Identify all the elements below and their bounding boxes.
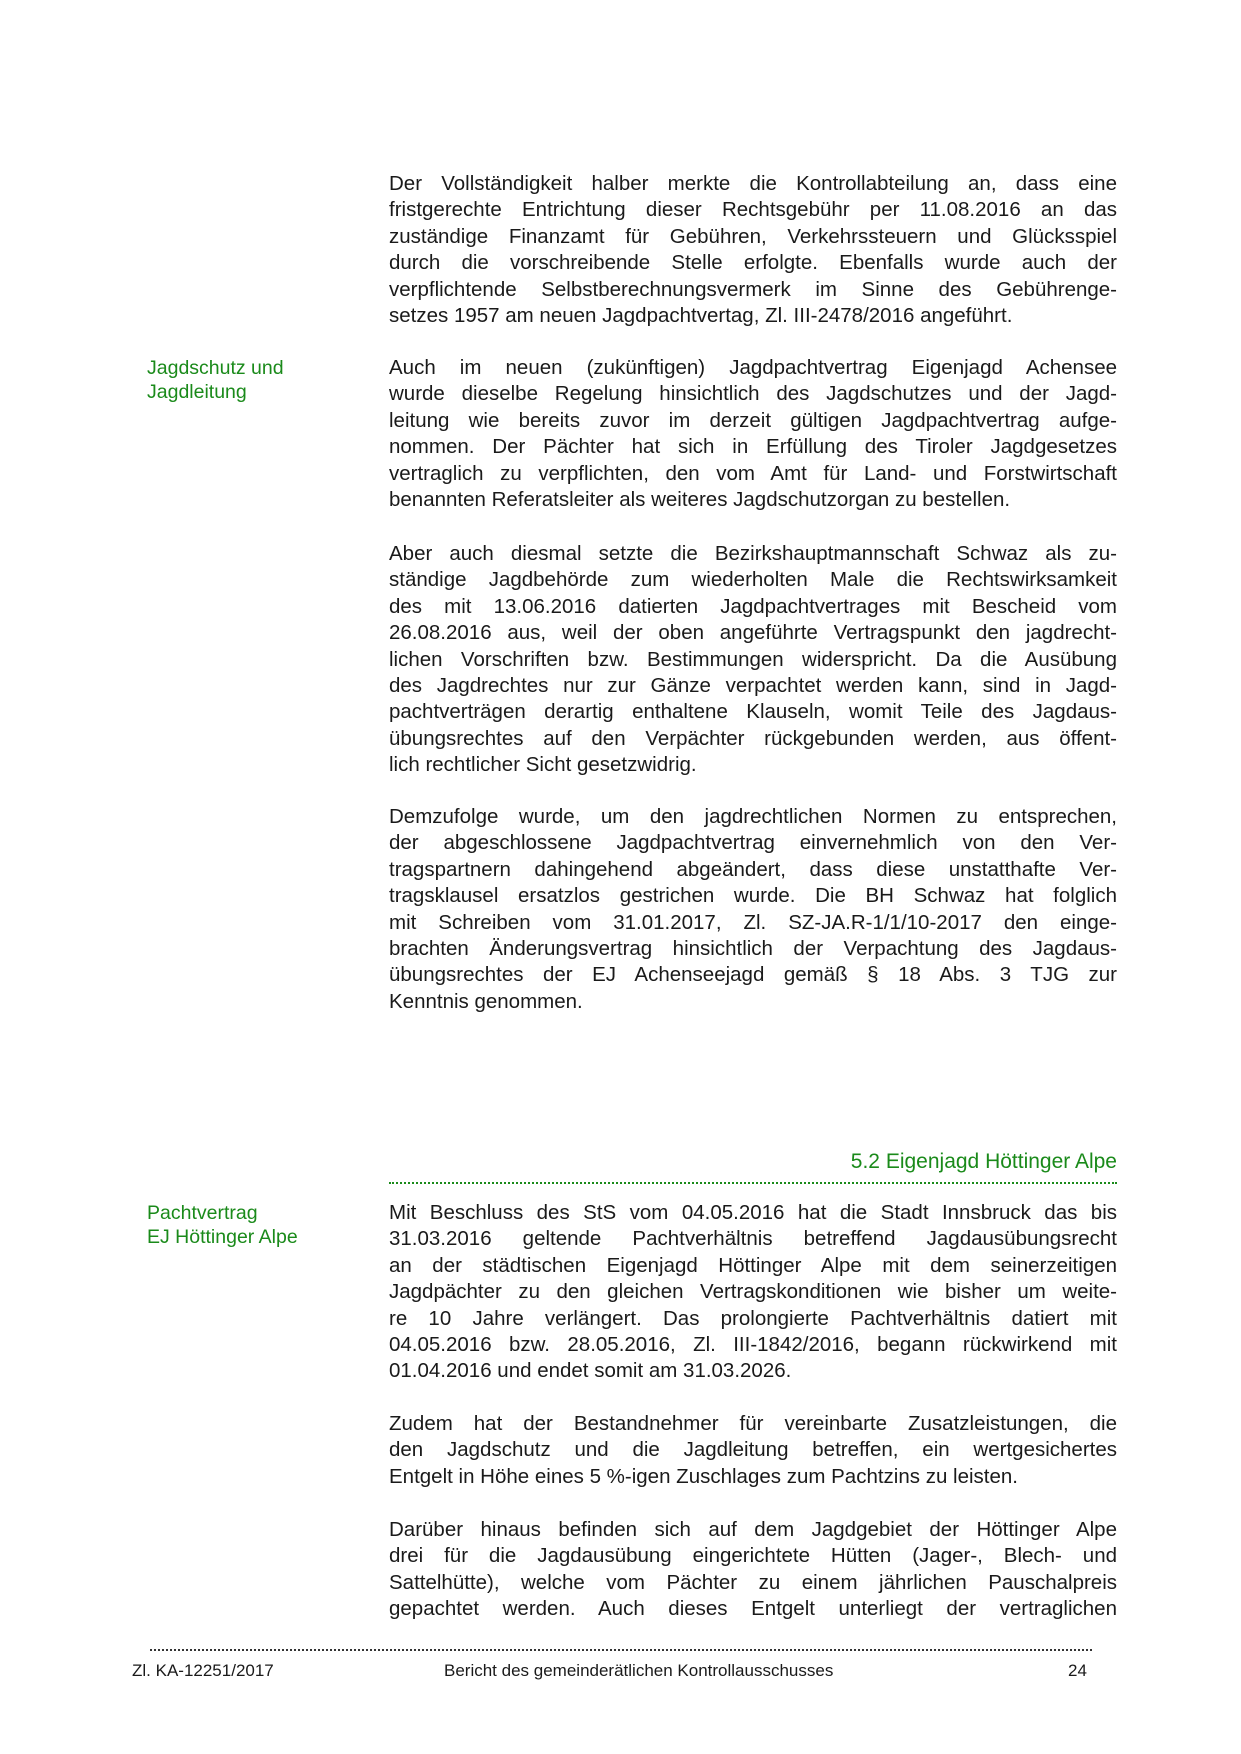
paragraph-line: Jagdpächter zu den gleichen Vertragskonditionen wie bisher um weite- (389, 1280, 1117, 1304)
paragraph-line: Darüber hinaus befinden sich auf dem Jagdgebiet der Höttinger Alpe (389, 1518, 1117, 1541)
margin-note-line: Jagdleitung (147, 381, 247, 403)
paragraph-line: gepachtet werden. Auch dieses Entgelt unterliegt der vertraglichen (389, 1597, 1117, 1621)
section-heading-rule (389, 1182, 1117, 1184)
paragraph-line: vertraglich zu verpflichten, den vom Amt für Land- und Forstwirtschaft (389, 461, 1117, 485)
paragraph-line: 01.04.2016 und endet somit am 31.03.2026. (389, 1359, 792, 1383)
paragraph-line: setzes 1957 am neuen Jagdpachtvertag, Zl. III-2478/2016 angeführt. (389, 304, 1013, 328)
paragraph-line: wurde dieselbe Regelung hinsichtlich des Jagdschutzes und der Jagd- (389, 382, 1117, 406)
paragraph-line: drei für die Jagdausübung eingerichtete Hütten (Jager-, Blech- und (389, 1544, 1117, 1568)
paragraph-line: ständige Jagdbehörde zum wiederholten Male die Rechtswirksamkeit (389, 568, 1117, 592)
paragraph-line: re 10 Jahre verlängert. Das prolongierte Pachtverhältnis datiert mit (389, 1306, 1117, 1330)
paragraph-line: mit Schreiben vom 31.01.2017, Zl. SZ-JA.R-1/1/10-2017 den einge- (389, 910, 1117, 934)
paragraph-line: verpflichtende Selbstberechnungsvermerk im Sinne des Gebührenge- (389, 277, 1117, 301)
footer-title: Bericht des gemeinderätlichen Kontrollausschusses (444, 1661, 834, 1680)
paragraph-line: leitung wie bereits zuvor im derzeit gültigen Jagdpachtvertrag aufge- (389, 408, 1117, 432)
margin-note-line: Pachtvertrag (147, 1202, 258, 1224)
paragraph-line: übungsrechtes der EJ Achenseejagd gemäß § 18 Abs. 3 TJG zur (389, 963, 1117, 987)
footer-reference: Zl. KA-12251/2017 (132, 1661, 274, 1680)
paragraph-line: benannten Referatsleiter als weiteres Jagdschutzorgan zu bestellen. (389, 488, 1011, 512)
paragraph-bescheid (389, 541, 1117, 779)
paragraph-huetten (389, 1517, 1117, 1623)
paragraph-line: übungsrechtes auf den Verpächter rückgebunden werden, aus öffent- (389, 726, 1117, 750)
paragraph-pachtverhaeltnis (389, 1200, 1117, 1385)
paragraph-line: 26.08.2016 aus, weil der oben angeführte Vertragspunkt den jagdrecht- (389, 621, 1117, 645)
paragraph-line: fristgerechte Entrichtung dieser Rechtsgebühr per 11.08.2016 an das (389, 198, 1117, 222)
paragraph-line: Zudem hat der Bestandnehmer für vereinbarte Zusatzleistungen, die (389, 1412, 1117, 1435)
paragraph-line: tragsklausel ersatzlos gestrichen wurde. Die BH Schwaz hat folglich (389, 884, 1117, 908)
paragraph-line: pachtverträgen derartig enthaltene Klauseln, womit Teile des Jagdaus- (389, 700, 1117, 724)
paragraph-zusatzleistungen (389, 1411, 1117, 1490)
paragraph-line: Auch im neuen (zukünftigen) Jagdpachtvertrag Eigenjagd Achensee (389, 356, 1117, 379)
paragraph-line: lich rechtlicher Sicht gesetzwidrig. (389, 753, 697, 777)
paragraph-line: brachten Änderungsvertrag hinsichtlich der Verpachtung des Jagdaus- (389, 937, 1117, 961)
paragraph-line: den Jagdschutz und die Jagdleitung betreffen, ein wertgesichertes (389, 1438, 1117, 1462)
paragraph-line: des Jagdrechtes nur zur Gänze verpachtet werden kann, sind in Jagd- (389, 674, 1117, 698)
paragraph-line: zuständige Finanzamt für Gebühren, Verkehrssteuern und Glücksspiel (389, 224, 1117, 248)
page-number: 24 (1068, 1661, 1087, 1680)
paragraph-line: des mit 13.06.2016 datierten Jagdpachtvertrages mit Bescheid vom (389, 594, 1117, 618)
paragraph-line: nommen. Der Pächter hat sich in Erfüllung des Tiroler Jagdgesetzes (389, 435, 1117, 459)
paragraph-line: durch die vorschreibende Stelle erfolgte. Ebenfalls wurde auch der (389, 251, 1117, 275)
paragraph-line: Mit Beschluss des StS vom 04.05.2016 hat die Stadt Innsbruck das bis (389, 1201, 1117, 1224)
paragraph-line: 04.05.2016 bzw. 28.05.2016, Zl. III-1842/2016, begann rückwirkend mit (389, 1333, 1117, 1357)
paragraph-line: 31.03.2016 geltende Pachtverhältnis betreffend Jagdausübungsrecht (389, 1227, 1117, 1251)
paragraph-line: an der städtischen Eigenjagd Höttinger Alpe mit dem seinerzeitigen (389, 1253, 1117, 1277)
margin-note-line: Jagdschutz und (147, 357, 284, 379)
paragraph-line: Der Vollständigkeit halber merkte die Kontrollabteilung an, dass eine (389, 172, 1117, 195)
section-heading: 5.2 Eigenjagd Höttinger Alpe (850, 1150, 1117, 1173)
paragraph-aenderung (389, 804, 1117, 1015)
margin-note-jagdschutz (147, 356, 367, 404)
paragraph-line: Kenntnis genommen. (389, 989, 583, 1013)
paragraph-line: Entgelt in Höhe eines 5 %-igen Zuschlages zum Pachtzins zu leisten. (389, 1464, 1019, 1488)
margin-note-pachtvertrag (147, 1201, 367, 1249)
paragraph-line: lichen Vorschriften bzw. Bestimmungen widerspricht. Da die Ausübung (389, 647, 1117, 671)
paragraph-gebuehr (389, 171, 1117, 329)
paragraph-line: Sattelhütte), welche vom Pächter zu einem jährlichen Pauschalpreis (389, 1570, 1117, 1594)
paragraph-jagdschutz (389, 355, 1117, 513)
paragraph-line: Demzufolge wurde, um den jagdrechtlichen Normen zu entsprechen, (389, 805, 1117, 828)
margin-note-line: EJ Höttinger Alpe (147, 1226, 298, 1248)
paragraph-line: der abgeschlossene Jagdpachtvertrag einvernehmlich von den Ver- (389, 831, 1117, 855)
footer-rule (150, 1649, 1092, 1651)
paragraph-line: Aber auch diesmal setzte die Bezirkshauptmannschaft Schwaz als zu- (389, 542, 1117, 565)
paragraph-line: tragspartnern dahingehend abgeändert, dass diese unstatthafte Ver- (389, 857, 1117, 881)
